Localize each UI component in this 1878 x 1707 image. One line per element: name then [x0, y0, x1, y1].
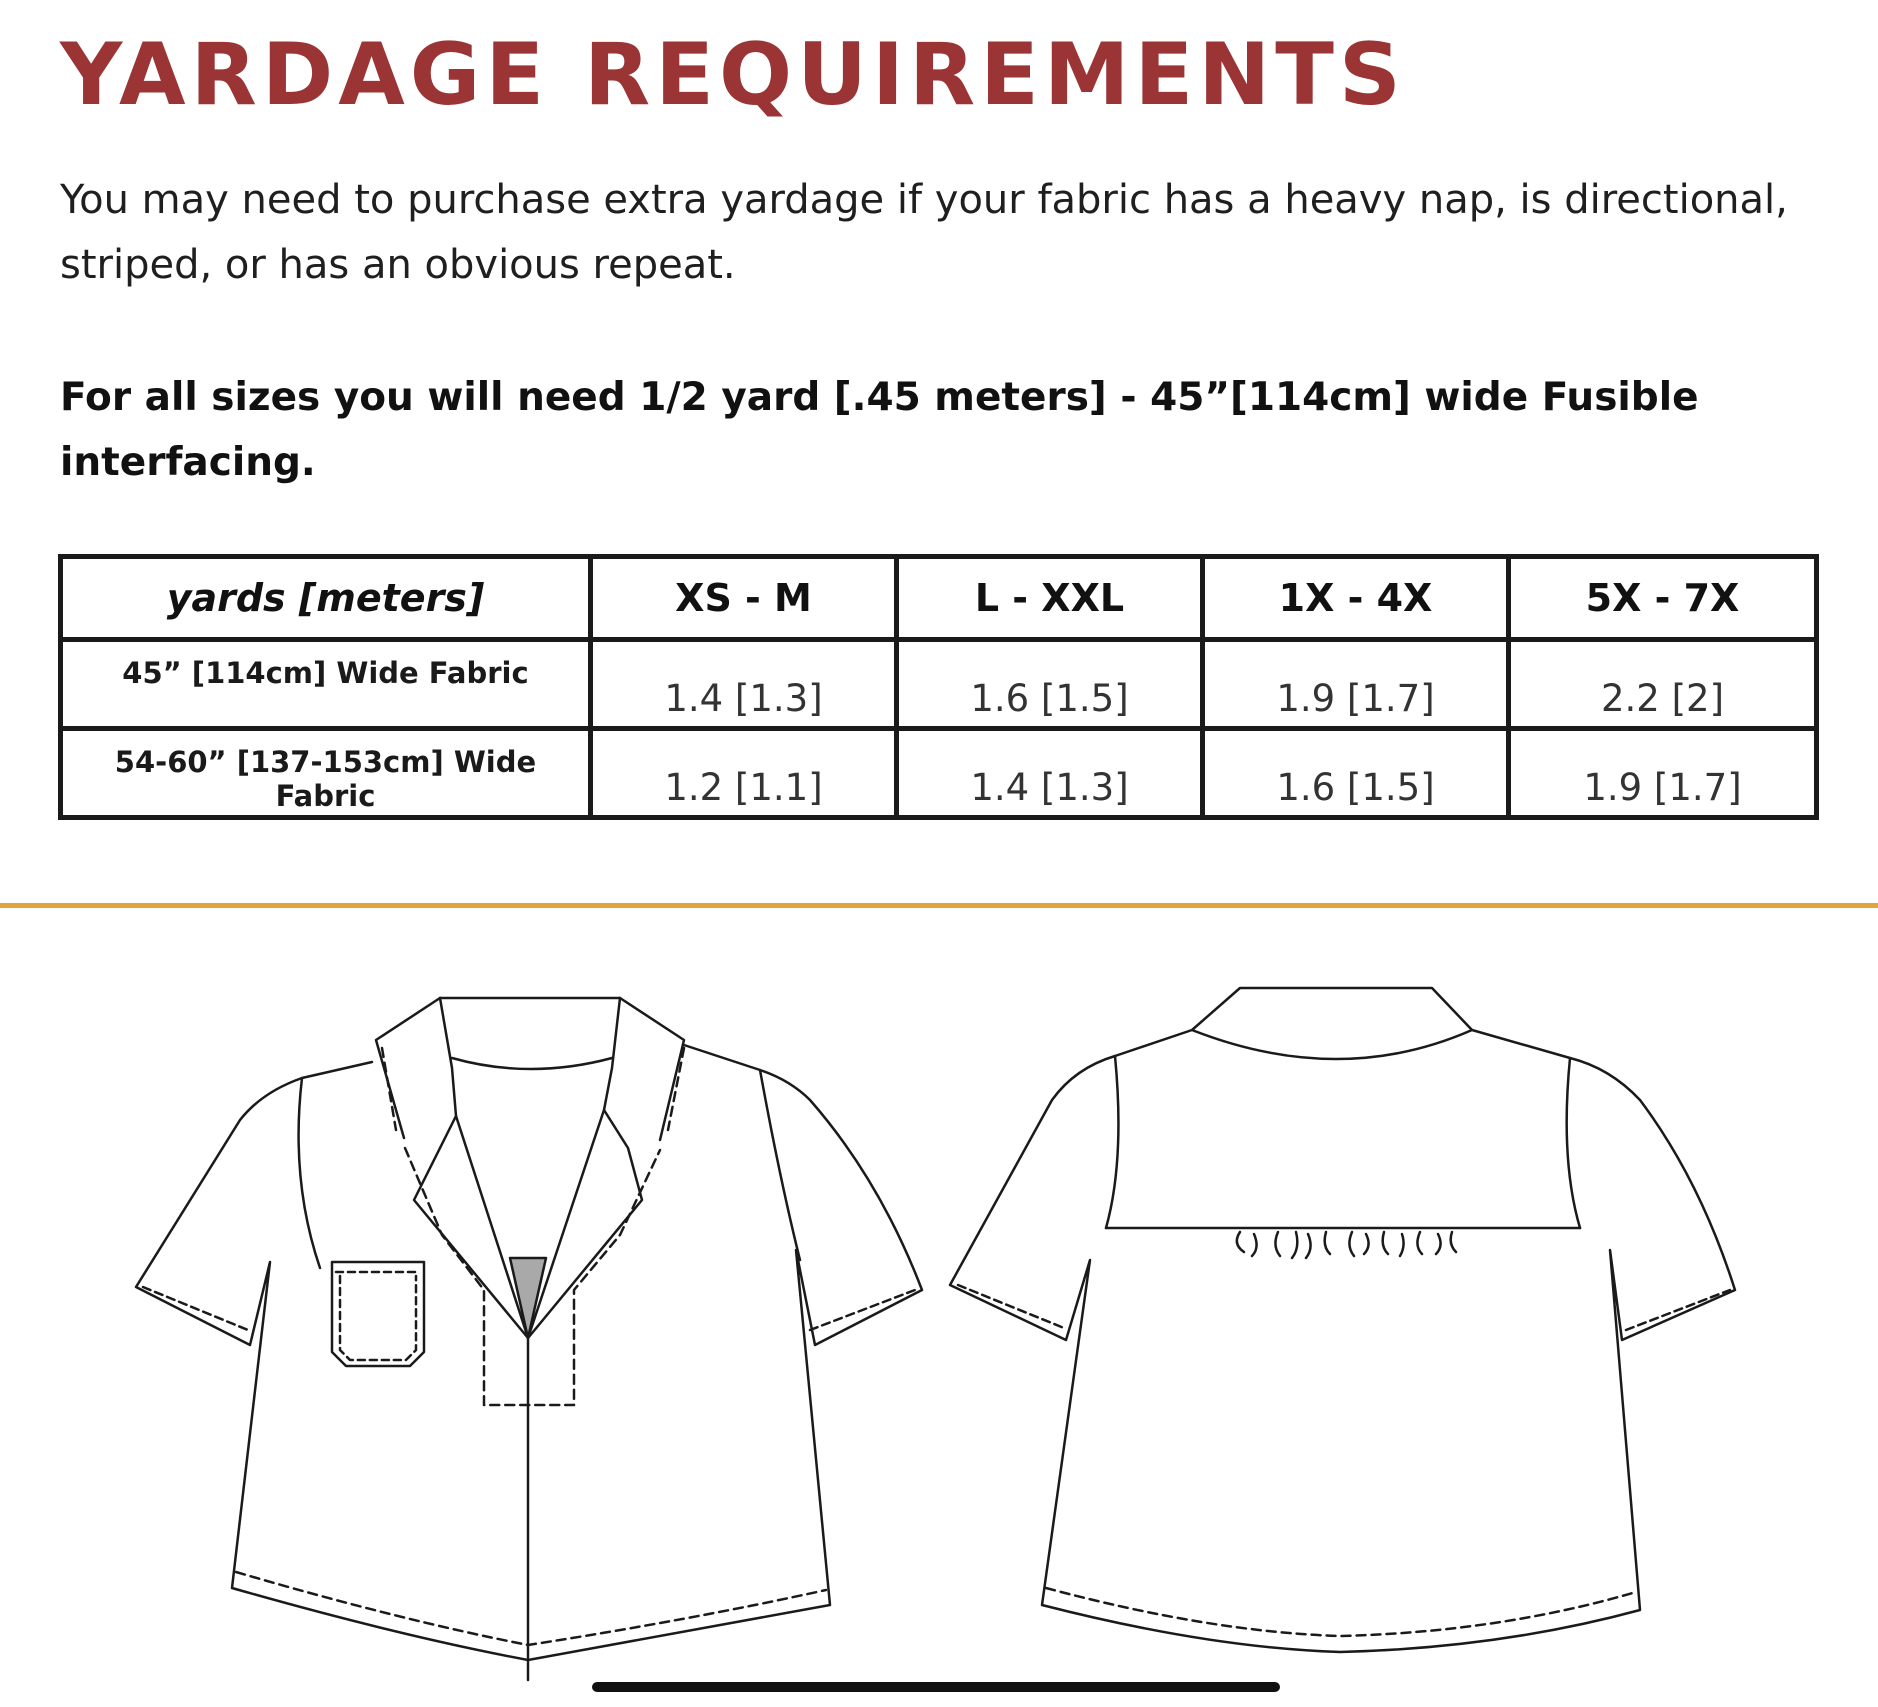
yardage-cell: 1.4 [1.3]: [897, 729, 1203, 818]
yardage-cell: 1.4 [1.3]: [591, 640, 897, 729]
yardage-cell: 1.9 [1.7]: [1509, 729, 1817, 818]
yardage-table: [58, 554, 1819, 820]
fabric-width-label: 54-60” [137-153cm] Wide Fabric: [61, 729, 591, 818]
intro-text: You may need to purchase extra yardage if your fabric has a heavy nap, is directional, striped, or has an obvious repeat.: [60, 177, 1788, 288]
fabric-width-label: 45” [114cm] Wide Fabric: [61, 640, 591, 729]
yardage-cell: 1.6 [1.5]: [1203, 729, 1509, 818]
size-header: 1X - 4X: [1203, 557, 1509, 640]
table-header-row: [61, 557, 1817, 640]
shirt-illustrations: [0, 960, 1878, 1700]
units-label: yards [meters]: [61, 557, 591, 640]
size-header: L - XXL: [897, 557, 1203, 640]
section-divider: [0, 903, 1878, 908]
shirt-back-illustration: [950, 988, 1735, 1652]
table-row: [61, 640, 1817, 729]
home-indicator-bar[interactable]: [592, 1682, 1280, 1692]
yardage-cell: 1.2 [1.1]: [591, 729, 897, 818]
size-header: 5X - 7X: [1509, 557, 1817, 640]
yardage-cell: 1.6 [1.5]: [897, 640, 1203, 729]
yardage-cell: 1.9 [1.7]: [1203, 640, 1509, 729]
interfacing-note: For all sizes you will need 1/2 yard [.45 meters] - 45”[114cm] wide Fusible interfacing.: [60, 375, 1699, 485]
yardage-cell: 2.2 [2]: [1509, 640, 1817, 729]
page-title: YARDAGE REQUIREMENTS: [60, 25, 1406, 125]
shirt-front-illustration: [136, 998, 922, 1680]
table-row: [61, 729, 1817, 818]
size-header: XS - M: [591, 557, 897, 640]
